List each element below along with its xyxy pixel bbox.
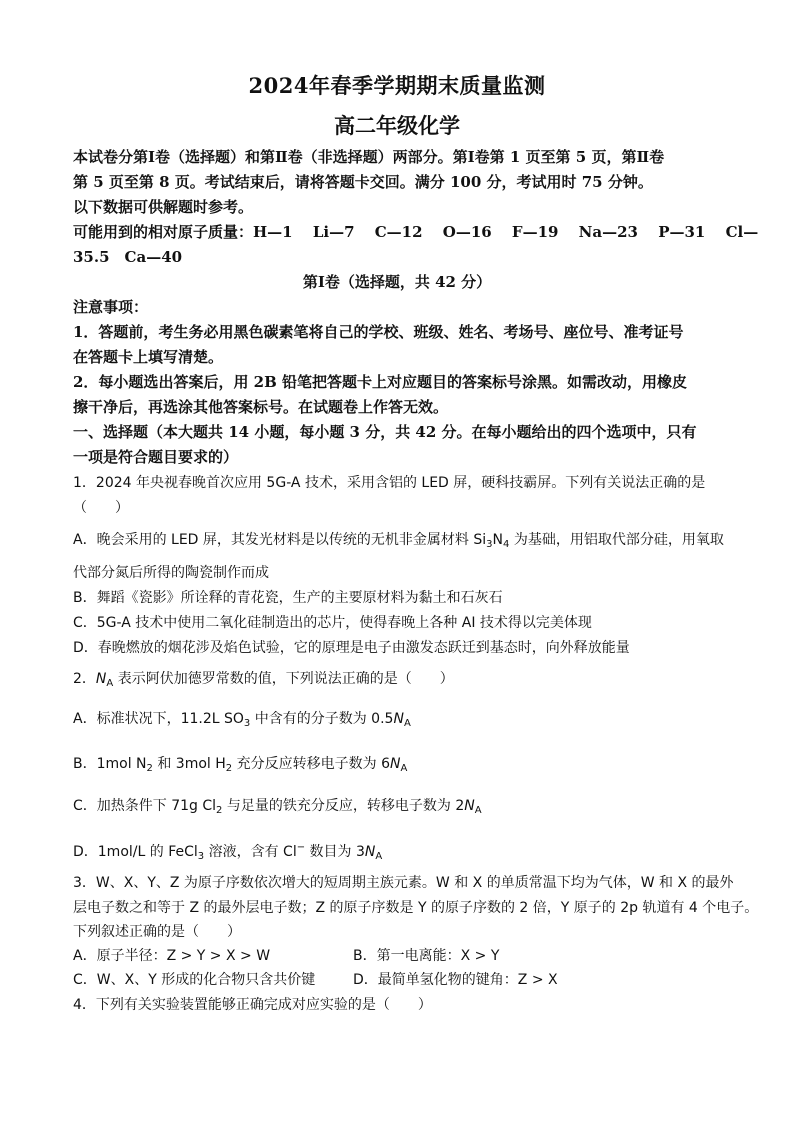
q2-b-sub1: 2 [146,763,153,774]
q2-d-text3: 数目为 3 [305,844,365,860]
q3-option-c: C．W、X、Y 形成的化合物只含共价键 [73,972,316,988]
q1-option-a-text2: 为基础，用铝取代部分硅，用氧取 [509,532,724,548]
q2-c-text2: 与足量的铁充分反应，转移电子数为 2 [222,798,465,814]
q1-option-a [73,529,733,556]
q3-stem-3: 下列叙述正确的是（ ） [73,924,241,940]
atomic-mass-line: 可能用到的相对原子质量：H—1 Li—7 C—12 O—16 F—19 Na—23 P—31 Cl— [73,223,759,241]
q2-b-sub2: 2 [225,763,233,774]
q2-c-na-sub: A [474,805,482,816]
q2-number: 2． [73,671,96,687]
q2-a-na: N [393,711,404,727]
q1-option-b: B．舞蹈《瓷影》所诠释的青花瓷，生产的主要原材料为黏土和石灰石 [73,590,503,606]
q2-a-sub: 3 [243,718,251,729]
q3-stem-1: 3．W、X、Y、Z 为原子序数依次增大的短周期主族元素。W 和 X 的单质常温下均为气体，W 和 X 的最外 [73,875,734,891]
q2-a-text2: 中含有的分子数为 0.5 [250,711,394,727]
q2-c-na: N [464,798,475,814]
q2-d-na: N [364,844,376,860]
q2-option-c [73,795,733,822]
q3-option-b: B．第一电离能：X > Y [353,948,500,964]
q2-c-text: C．加热条件下 71g Cl [73,798,217,814]
q2-d-text2: 溶液，含有 Cl [204,844,297,860]
q1-option-a-sub: 3 [486,539,493,550]
q2-a-na-sub: A [403,718,411,729]
exam-subtitle: 高二年级化学 [334,113,460,138]
notes-title: 注意事项： [73,298,149,316]
q2-b-na-sub: A [400,763,408,774]
note-2b: 擦干净后，再选涂其他答案标号。在试题卷上作答无效。 [73,398,449,416]
q3-row-ab [73,945,733,967]
note-1b: 在答题卡上填写清楚。 [73,348,224,366]
q2-option-a [73,708,733,735]
q2-d-na-sub: A [375,851,383,862]
intro-line-1: 本试卷分第Ⅰ卷（选择题）和第Ⅱ卷（非选择题）两部分。第Ⅰ卷第 1 页至第 5 页，第Ⅱ卷 [73,148,665,166]
intro-line-3: 以下数据可供解题时参考。 [73,198,254,216]
q3-option-d: D．最简单氢化物的键角：Z > X [353,972,558,988]
q1-option-a-sub2: 4 [503,539,510,550]
q1-option-c: C．5G-A 技术中使用二氧化硅制造出的芯片，使得春晚上各种 AI 技术得以完美体现 [73,615,592,631]
part-1-heading-b: 一项是符合题目要求的） [73,448,239,466]
intro-line-2: 第 5 页至第 8 页。考试结束后，请将答题卡交回。满分 100 分，考试用时 75 分钟。 [73,173,653,191]
q2-option-b [73,753,733,780]
q1-option-a-n: N [492,532,503,548]
q2-d-sup: − [296,842,306,853]
section-title: 第Ⅰ卷（选择题，共 42 分） [302,273,492,291]
q1-stem: 1．2024 年央视春晚首次应用 5G-A 技术，采用含铝的 LED 屏，硬科技霸屏。下列有关说法正确的是 [73,475,706,491]
q1-option-a-cont: 代部分氮后所得的陶瓷制作而成 [73,565,269,581]
q2-d-text: D．1mol/L 的 FeCl [73,844,198,860]
q2-a-text: A．标准状况下，11.2L SO [73,711,244,727]
q3-option-a: A．原子半径：Z > Y > X > W [73,948,271,964]
q2-b-text3: 充分反应转移电子数为 6 [232,756,390,772]
atomic-mass-line-2: 35.5 Ca—40 [73,248,183,266]
note-1a: 1．答题前，考生务必用黑色碳素笔将自己的学校、班级、姓名、考场号、座位号、准考证号 [73,323,684,341]
q1-option-d: D．春晚燃放的烟花涉及焰色试验，它的原理是电子由激发态跃迁到基态时，向外释放能量 [73,640,630,656]
q2-b-na: N [389,756,401,772]
q2-stem [73,668,733,695]
q3-stem-2: 层电子数之和等于 Z 的最外层电子数；Z 的原子序数是 Y 的原子序数的 2 倍，Y 原子的 2p 轨道有 4 个电子。 [73,900,759,916]
q2-b-text: B．1mol N [73,756,147,772]
note-2a: 2．每小题选出答案后，用 2B 铅笔把答题卡上对应题目的答案标号涂黑。如需改动，用橡皮 [73,373,688,391]
q1-stem-bracket: （ ） [73,500,129,516]
part-1-heading-a: 一、选择题（本大题共 14 小题，每小题 3 分，共 42 分。在每小题给出的四个选项中，只有 [73,423,697,441]
q2-d-sub: 3 [197,851,205,862]
q1-option-a-text: A．晚会采用的 LED 屏，其发光材料是以传统的无机非金属材料 Si [73,532,487,548]
q2-na-symbol: N [95,671,107,687]
q4-stem: 4．下列有关实验装置能够正确完成对应实验的是（ ） [73,997,432,1013]
q2-na-sub: A [106,678,114,689]
q2-stem-text: 表示阿伏加德罗常数的值，下列说法正确的是（ ） [113,671,454,687]
q2-b-text2: 和 3mol H [152,756,226,772]
q2-option-d [73,837,733,868]
q3-row-cd [73,969,733,991]
q2-c-sub: 2 [216,805,223,816]
exam-title: 2024年春季学期期末质量监测 [248,73,546,98]
